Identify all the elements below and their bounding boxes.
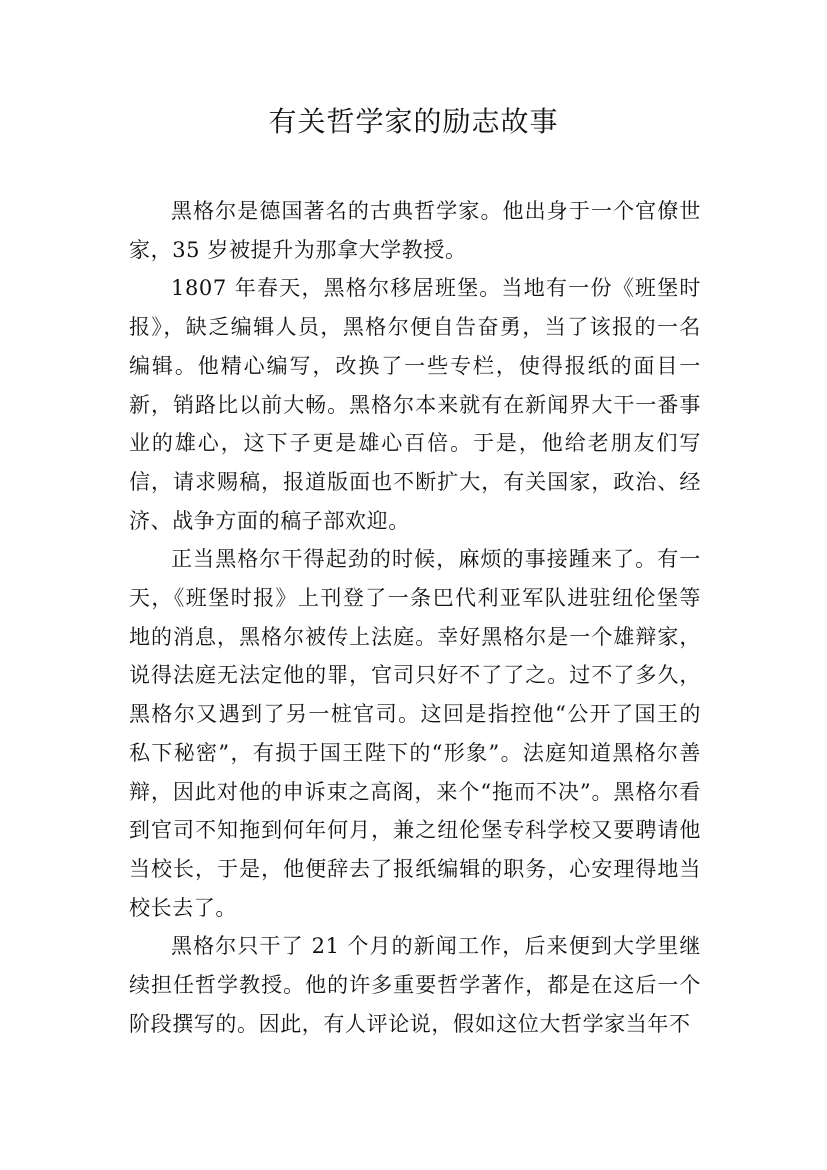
document-title: 有关哲学家的励志故事 <box>268 105 559 138</box>
paragraph-4: 黑格尔只干了 21 个月的新闻工作，后来便到大学里继续担任哲学教授。他的许多重要哲学著作，都是在这后一个阶段撰写的。因此，有人评论说，假如这位大哲学家当年不 <box>129 934 701 1036</box>
paragraph-3: 正当黑格尔干得起劲的时候，麻烦的事接踵来了。有一天，《班堡时报》上刊登了一条巴代利亚军队进驻纽伦堡等地的消息，黑格尔被传上法庭。幸好黑格尔是一个雄辩家，说得法庭无法定他的罪，官司只好不了了之。过不了多久，黑格尔又遇到了另一桩官司。这回是指控他“公开了国王的私下秘密”，有损于国王陛下的“形象”。法庭知道黑格尔善辩，因此对他的申诉束之高阁，来个“拖而不决”。黑格尔看到官司不知拖到何年何月，兼之纽伦堡专科学校又要聘请他当校长，于是，他便辞去了报纸编辑的职务，心安理得地当校长去了。 <box>129 547 701 920</box>
document-body <box>129 192 701 1043</box>
paragraph-2: 1807 年春天，黑格尔移居班堡。当地有一份《班堡时报》，缺乏编辑人员，黑格尔便自告奋勇，当了该报的一名编辑。他精心编写，改换了一些专栏，使得报纸的面目一新，销路比以前大畅。黑格尔本来就有在新闻界大干一番事业的雄心，这下子更是雄心百倍。于是，他给老朋友们写信，请求赐稿，报道版面也不断扩大，有关国家，政治、经济、战争方面的稿子部欢迎。 <box>129 276 701 533</box>
paragraph-1: 黑格尔是德国著名的古典哲学家。他出身于一个官僚世家，35 岁被提升为那拿大学教授。 <box>129 199 701 262</box>
